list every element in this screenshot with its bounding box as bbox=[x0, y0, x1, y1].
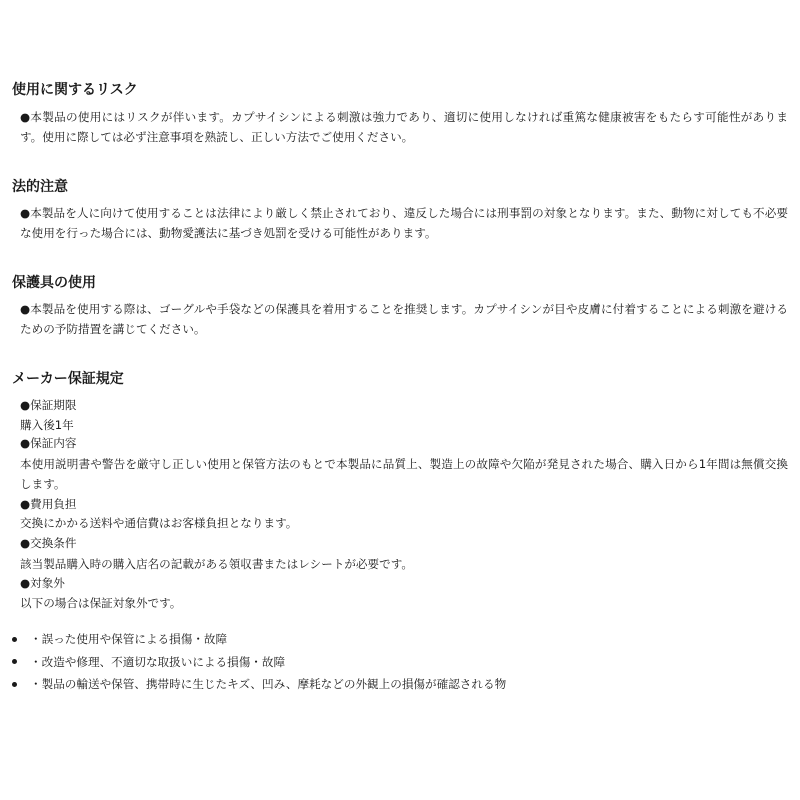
section-heading-protective-gear: 保護具の使用 bbox=[12, 275, 96, 291]
list-item bbox=[12, 673, 506, 696]
warranty-exclusion-list bbox=[12, 628, 506, 696]
list-item-text: ・製品の輸送や保管、携帯時に生じたキズ、凹み、摩耗などの外観上の損傷が確認される物 bbox=[30, 677, 507, 691]
warranty-content-value: 本使用説明書や警告を厳守し正しい使用と保管方法のもとで本製品に品質上、製造上の故障や欠陥が発見された場合、購入日から1年間は無償交換します。 bbox=[20, 457, 788, 491]
list-item-text: ・改造や修理、不適切な取扱いによる損傷・故障 bbox=[30, 654, 286, 669]
warranty-heading: メーカー保証規定 bbox=[12, 371, 124, 387]
warranty-exchange-value: 該当製品購入時の購入店名の記載がある領収書またはレシートが必要です。 bbox=[20, 557, 413, 571]
warranty-exclusion-value: 以下の場合は保証対象外です。 bbox=[20, 596, 182, 610]
warranty-exchange-label: ●交換条件 bbox=[20, 536, 77, 550]
section-body-legal-notice: ●本製品を人に向けて使用することは法律により厳しく禁止されており、違反した場合には刑事罰の対象となります。また、動物に対しても不必要な使用を行った場合には、動物愛護法に基づき処罰を受ける可能性があります。 bbox=[20, 206, 788, 240]
section-body-usage-risk: ●本製品の使用にはリスクが伴います。カプサイシンによる刺激は強力であり、適切に使用しなければ重篤な健康被害をもたらす可能性があります。使用に際しては必ず注意事項を熟読し、正しい方法でご使用ください。 bbox=[20, 110, 788, 144]
warranty-period-label: ●保証期限 bbox=[20, 398, 77, 412]
list-item-text: ・誤った使用や保管による損傷・故障 bbox=[30, 632, 228, 646]
bullet-icon bbox=[12, 659, 17, 664]
warranty-cost-label: ●費用負担 bbox=[20, 497, 77, 511]
bullet-icon bbox=[12, 682, 17, 687]
bullet-icon bbox=[12, 637, 17, 642]
list-item bbox=[12, 628, 506, 651]
warranty-content-label: ●保証内容 bbox=[20, 436, 77, 450]
warranty-period-value: 購入後1年 bbox=[20, 418, 74, 432]
section-heading-legal-notice: 法的注意 bbox=[12, 179, 68, 195]
warranty-exclusion-label: ●対象外 bbox=[20, 576, 65, 590]
list-item bbox=[12, 651, 506, 674]
section-heading-usage-risk: 使用に関するリスク bbox=[12, 82, 138, 98]
section-body-protective-gear: ●本製品を使用する際は、ゴーグルや手袋などの保護具を着用することを推奨します。カプサイシンが目や皮膚に付着することによる刺激を避けるための予防措置を講じてください。 bbox=[20, 302, 788, 336]
warranty-cost-value: 交換にかかる送料や通信費はお客様負担となります。 bbox=[20, 516, 298, 530]
